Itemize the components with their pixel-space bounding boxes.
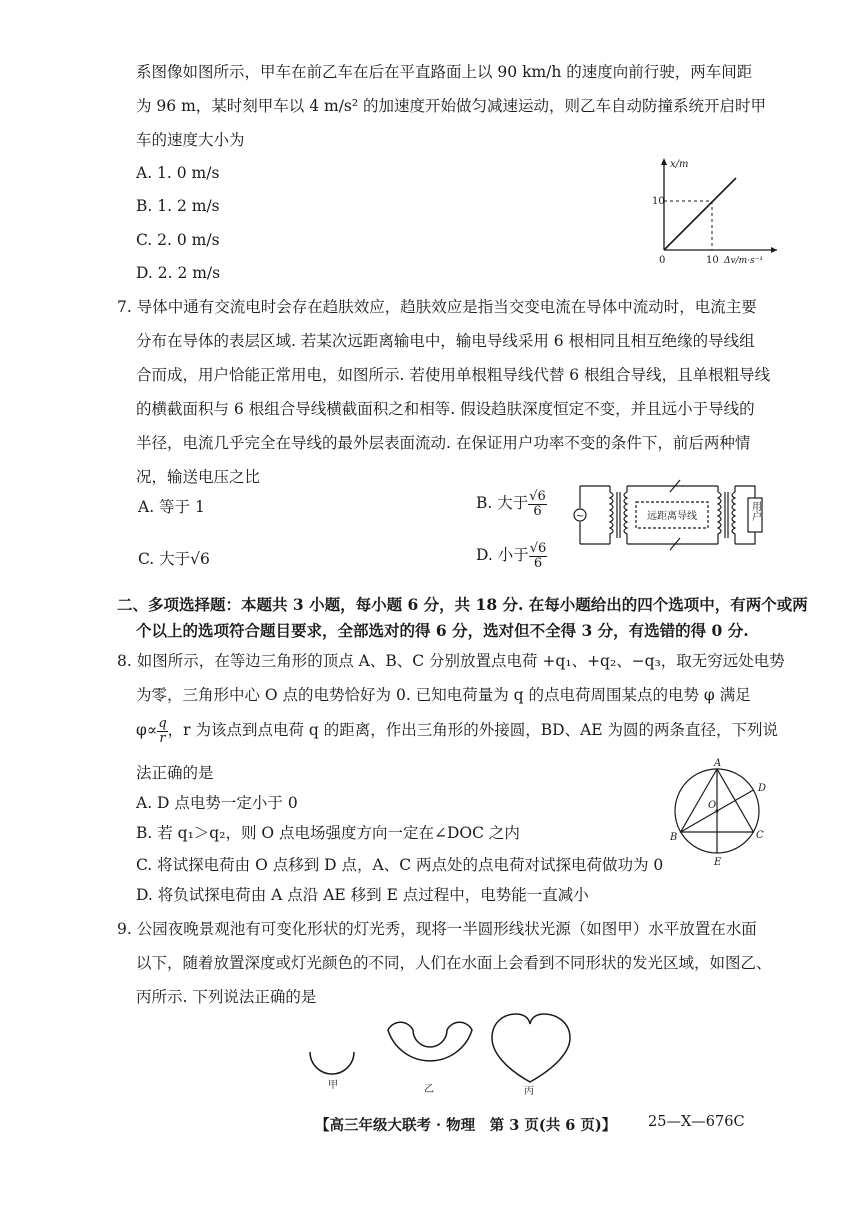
q7-option-d: [476, 540, 547, 571]
q8-option-b: B. 若 q₁＞q₂，则 O 点电场强度方向一定在∠DOC 之内: [136, 824, 520, 842]
q9-text-line-2: 以下，随着放置深度或灯光颜色的不同，人们在水面上会看到不同形状的发光区域，如图乙、: [136, 954, 772, 972]
q8-frac: [157, 717, 167, 746]
q7-text-line-2: 分布在导体的表层区域. 若某次远距离输电中，输电导线采用 6 根相同且相互绝缘的导线组: [136, 332, 755, 350]
source-wires: [580, 486, 610, 544]
shape-yi-crescent: [388, 1022, 472, 1061]
graph-y-label: x/m: [670, 159, 689, 170]
q7-text-line-1: 7. 导体中通有交流电时会存在趋肤效应，趋肤效应是指当交变电流在导体中流动时，电流主要: [117, 298, 757, 316]
q7-option-b-frac: [528, 490, 547, 519]
q8-line3-suffix: ，r 为该点到点电荷 q 的距离，作出三角形的外接圆，BD、AE 为圆的两条直径，下列说: [167, 721, 779, 739]
q7-transmission-circuit: [570, 478, 770, 552]
q9-text-line-3: 丙所示. 下列说法正确的是: [136, 988, 317, 1006]
graph-y-tick: 10: [652, 196, 665, 207]
q7-text-line-6: 况，输送电压之比: [136, 468, 261, 486]
graph-x-label: Δv/m·s⁻¹: [724, 256, 763, 266]
q8-option-d: D. 将负试探电荷由 A 点沿 AE 移到 E 点过程中，电势能一直减小: [136, 886, 589, 904]
q7-option-d-frac: [529, 542, 548, 571]
frac-den: 6: [533, 503, 542, 519]
q6-option-c: C. 2. 0 m/s: [136, 231, 220, 249]
footer-exam-code: 25—X—676C: [648, 1114, 745, 1130]
frac-den: r: [159, 730, 166, 746]
q6-text-line-1: 系图像如图所示，甲车在前乙车在后在平直路面上以 90 km/h 的速度向前行驶，两车间距: [136, 63, 753, 81]
frac-num: √6: [529, 540, 547, 556]
q6-text-line-3: 车的速度大小为: [136, 131, 245, 149]
q8-line3-prefix: φ∝: [136, 721, 158, 739]
point-d-label: D: [758, 783, 767, 794]
q8-circle-triangle-figure: [670, 755, 780, 873]
graph-line: [664, 178, 736, 250]
label-jia: 甲: [328, 1080, 338, 1091]
frac-num: √6: [529, 488, 546, 504]
q6-option-d: D. 2. 2 m/s: [136, 264, 221, 282]
q7-option-b: [476, 488, 547, 519]
shape-jia-semicircle: [310, 1052, 354, 1074]
ac-source-symbol: ~: [575, 511, 585, 522]
point-c-label: C: [756, 830, 764, 841]
graph-origin: 0: [659, 255, 666, 266]
q8-option-a: A. D 点电势一定小于 0: [136, 794, 298, 812]
q8-option-c: C. 将试探电荷由 O 点移到 D 点，A、C 两点处的点电荷对试探电荷做功为 0: [136, 856, 664, 874]
long-line-label: 远距离导线: [647, 511, 697, 522]
q7-text-line-5: 半径，电流几乎完全在导线的最外层表面流动. 在保证用户功率不变的条件下，前后两种情: [136, 434, 751, 452]
q7-text-line-4: 的横截面积与 6 根组合导线横截面积之和相等. 假设趋肤深度恒定不变，并且远小于导线的: [136, 400, 755, 418]
q6-option-b: B. 1. 2 m/s: [136, 197, 220, 215]
q7-option-d-prefix: D. 小于: [476, 546, 529, 564]
user-label: 用户: [749, 501, 761, 521]
section-2-heading-line-2: 个以上的选项符合题目要求，全部选对的得 6 分，选对但不全得 3 分，有选错的得 0 分.: [136, 621, 749, 640]
section-2-heading-line-1: 二、多项选择题：本题共 3 小题，每小题 6 分，共 18 分. 在每小题给出的四个选项中，有两个或两: [117, 595, 808, 614]
point-a-label: A: [714, 758, 722, 769]
q6-option-a: A. 1. 0 m/s: [136, 164, 220, 182]
graph-x-tick: 10: [706, 255, 719, 266]
q8-text-line-3: [136, 715, 778, 746]
q8-text-line-1: 8. 如图所示，在等边三角形的顶点 A、B、C 分别放置点电荷 +q₁、+q₂、−q₃，取无穷远处电势: [117, 652, 785, 670]
footer-page-info: 【高三年级大联考 · 物理 第 3 页(共 6 页)】: [315, 1117, 617, 1134]
frac-den: 6: [533, 555, 543, 571]
step-up-secondary: [624, 486, 627, 544]
point-o-label: O: [708, 800, 717, 811]
q7-option-a: A. 等于 1: [138, 498, 205, 516]
point-b-label: B: [670, 832, 678, 843]
q6-text-line-2: 为 96 m，某时刻甲车以 4 m/s² 的加速度开始做匀减速运动，则乙车自动防撞系统开启时甲: [136, 97, 767, 115]
q7-option-c: C. 大于√6: [138, 550, 210, 568]
q8-text-line-2: 为零，三角形中心 O 点的电势恰好为 0. 已知电荷量为 q 的点电荷周围某点的电势 φ 满足: [136, 686, 751, 704]
point-e-label: E: [714, 857, 722, 868]
step-down-secondary: [732, 486, 735, 544]
q7-option-b-prefix: B. 大于: [476, 494, 529, 512]
q6-x-dv-graph: [652, 150, 782, 270]
shape-bing-heart: [492, 1014, 570, 1082]
graph-x-arrow: [771, 247, 777, 253]
label-yi: 乙: [424, 1084, 434, 1095]
q8-text-line-4: 法正确的是: [136, 764, 214, 782]
step-down-primary: [718, 486, 721, 544]
q7-text-line-3: 合而成，用户恰能正常用电，如图所示. 若使用单根粗导线代替 6 根组合导线，且单根粗导线: [136, 366, 771, 384]
frac-num: q: [158, 715, 167, 731]
label-bing: 丙: [524, 1086, 534, 1097]
graph-y-arrow: [661, 158, 667, 165]
q9-light-shapes-figure: [300, 1010, 590, 1100]
q9-text-line-1: 9. 公园夜晚景观池有可变化形状的灯光秀，现将一半圆形线状光源（如图甲）水平放置在水面: [117, 920, 757, 938]
step-up-primary: [610, 486, 613, 544]
